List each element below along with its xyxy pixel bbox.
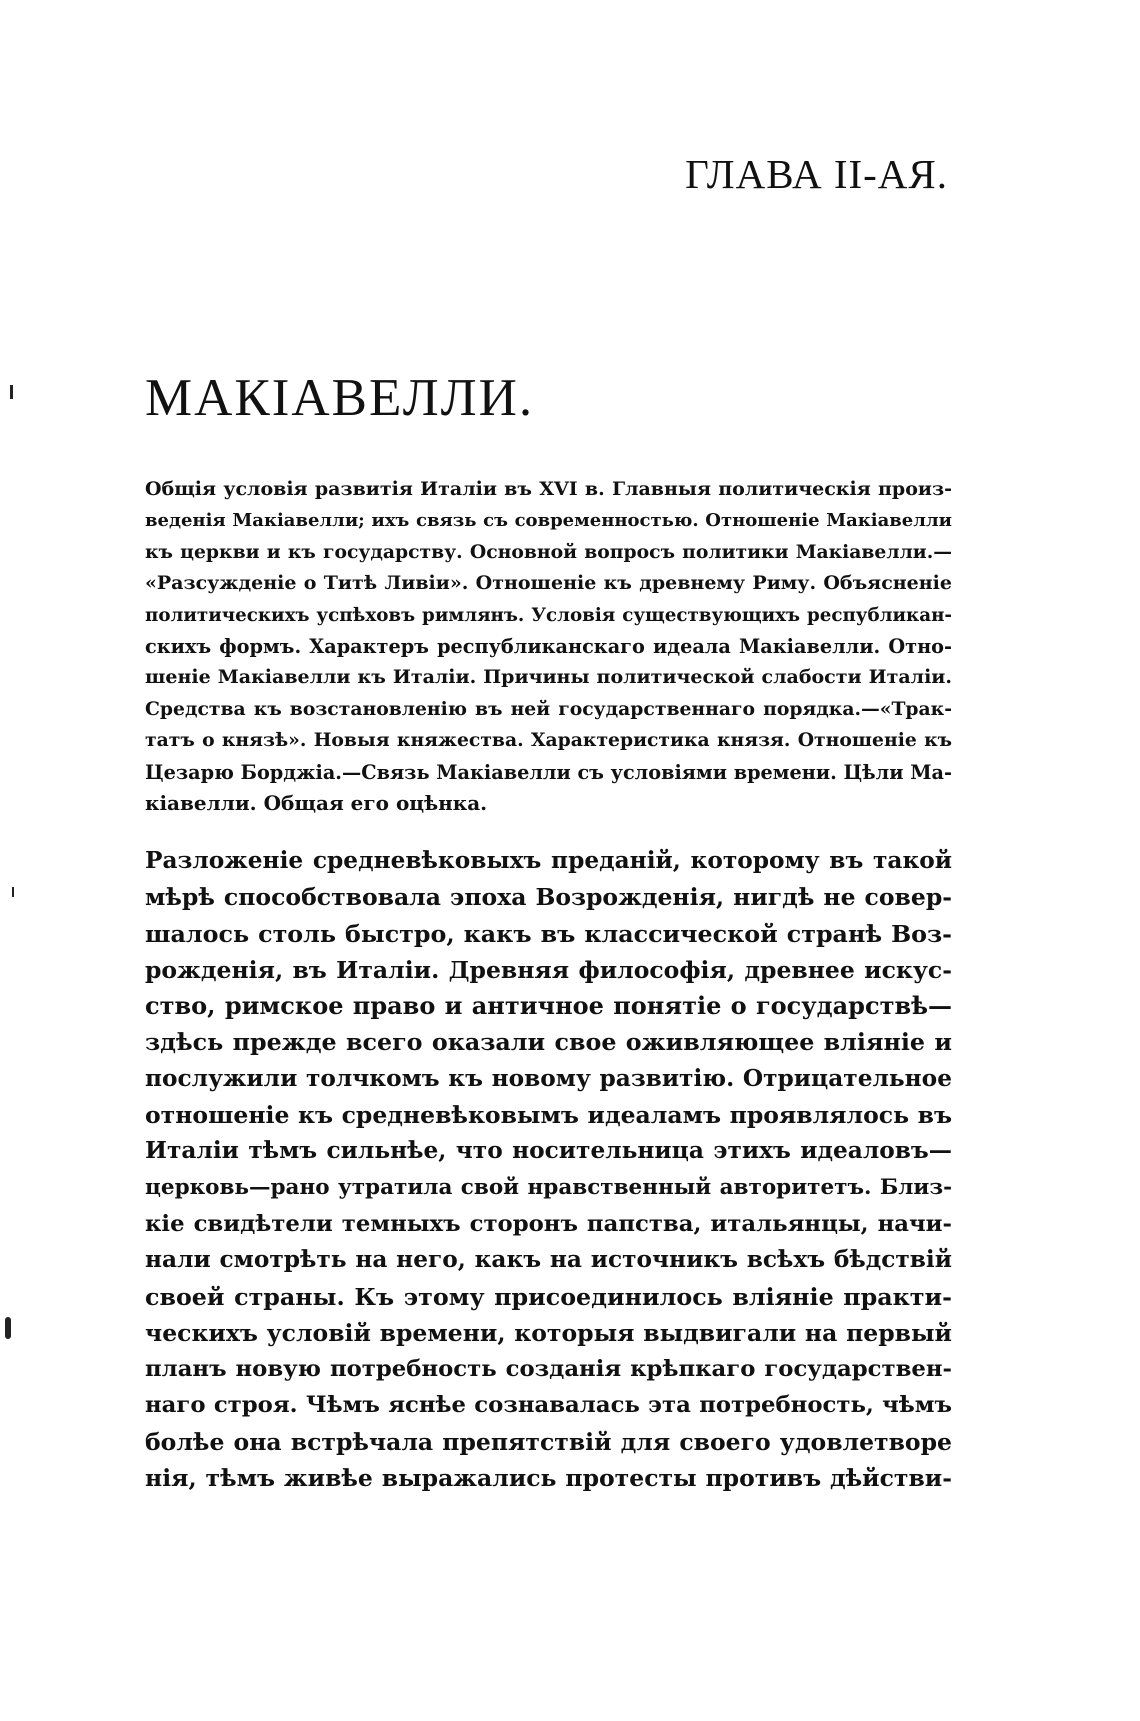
chapter-heading: ГЛАВА II-АЯ. xyxy=(685,151,948,197)
scan-margin-mark xyxy=(5,1317,11,1339)
body-line: Италіи тѣмъ сильнѣе, что носительница этихъ идеаловъ— xyxy=(145,1137,952,1165)
summary-line: къ церкви и къ государству. Основной вопросъ политики Макіавелли.— xyxy=(145,540,952,563)
body-line: рожденія, въ Италіи. Древняя философія, древнее искус- xyxy=(145,955,952,984)
body-line: здѣсь прежде всего оказали свое оживляющее вліяніе и xyxy=(145,1028,952,1057)
body-line: церковь—рано утратила свой нравственный авторитетъ. Близ- xyxy=(145,1174,952,1200)
summary-line: кіавелли. Общая его оцѣнка. xyxy=(145,790,488,815)
summary-line: «Разсужденіе о Титѣ Ливіи». Отношеніе къ древнему Риму. Объясненіе xyxy=(145,572,952,595)
body-line: ство, римское право и античное понятіе о государствѣ— xyxy=(145,991,952,1021)
body-line: наго строя. Чѣмъ яснѣе сознавалась эта потребность, чѣмъ xyxy=(145,1392,952,1419)
body-line: ческихъ условій времени, которыя выдвигали на первый xyxy=(145,1318,952,1347)
summary-line: Общія условія развитія Италіи въ XVI в. Главныя политическія произ- xyxy=(145,478,952,500)
summary-line: скихъ формъ. Характеръ республиканскаго идеала Макіавелли. Отно- xyxy=(145,634,952,658)
summary-line: Средства къ возстановленію въ ней государственнаго порядка.—«Трак- xyxy=(145,697,952,720)
body-line: планъ новую потребность созданія крѣпкаго государствен- xyxy=(145,1356,952,1383)
body-line: шалось столь быстро, какъ въ классической странѣ Воз- xyxy=(145,919,952,948)
chapter-summary xyxy=(145,474,952,819)
summary-line: Цезарю Борджіа.—Связь Макіавелли съ условіями времени. Цѣли Ма- xyxy=(145,760,952,784)
body-line: нія, тѣмъ живѣе выражались протесты противъ дѣйстви- xyxy=(145,1464,952,1493)
summary-line: политическихъ успѣховъ римлянъ. Условія существующихъ республикан- xyxy=(145,604,952,626)
scan-margin-mark xyxy=(12,887,14,897)
summary-line: шеніе Макіавелли къ Италіи. Причины политической слабости Италіи. xyxy=(145,666,952,689)
summary-line: веденія Макіавелли; ихъ связь съ современностью. Отношеніе Макіавелли xyxy=(145,510,952,532)
body-line: нали смотрѣть на него, какъ на источникъ всѣхъ бѣдствій xyxy=(145,1246,952,1274)
body-line: Разложеніе средневѣковыхъ преданій, которому въ такой xyxy=(145,847,952,874)
body-paragraph xyxy=(145,843,952,1496)
body-line: послужили толчкомъ къ новому развитію. Отрицательное xyxy=(145,1064,952,1092)
scan-margin-mark xyxy=(10,385,13,399)
body-line: болѣе она встрѣчала препятствій для своего удовлетворе xyxy=(145,1427,952,1456)
summary-line: татъ о князѣ». Новыя княжества. Характеристика князя. Отношеніе къ xyxy=(145,729,952,752)
body-line: своей страны. Къ этому присоединилось вліяніе практи- xyxy=(145,1282,952,1311)
chapter-title: МАКІАВЕЛЛИ. xyxy=(145,369,535,427)
body-line: отношеніе къ средневѣковымъ идеаламъ проявлялось въ xyxy=(145,1101,952,1130)
body-line: кіе свидѣтели темныхъ сторонъ папства, итальянцы, начи- xyxy=(145,1210,952,1237)
body-line: мѣрѣ способствовала эпоха Возрожденія, нигдѣ не совер- xyxy=(145,883,952,912)
